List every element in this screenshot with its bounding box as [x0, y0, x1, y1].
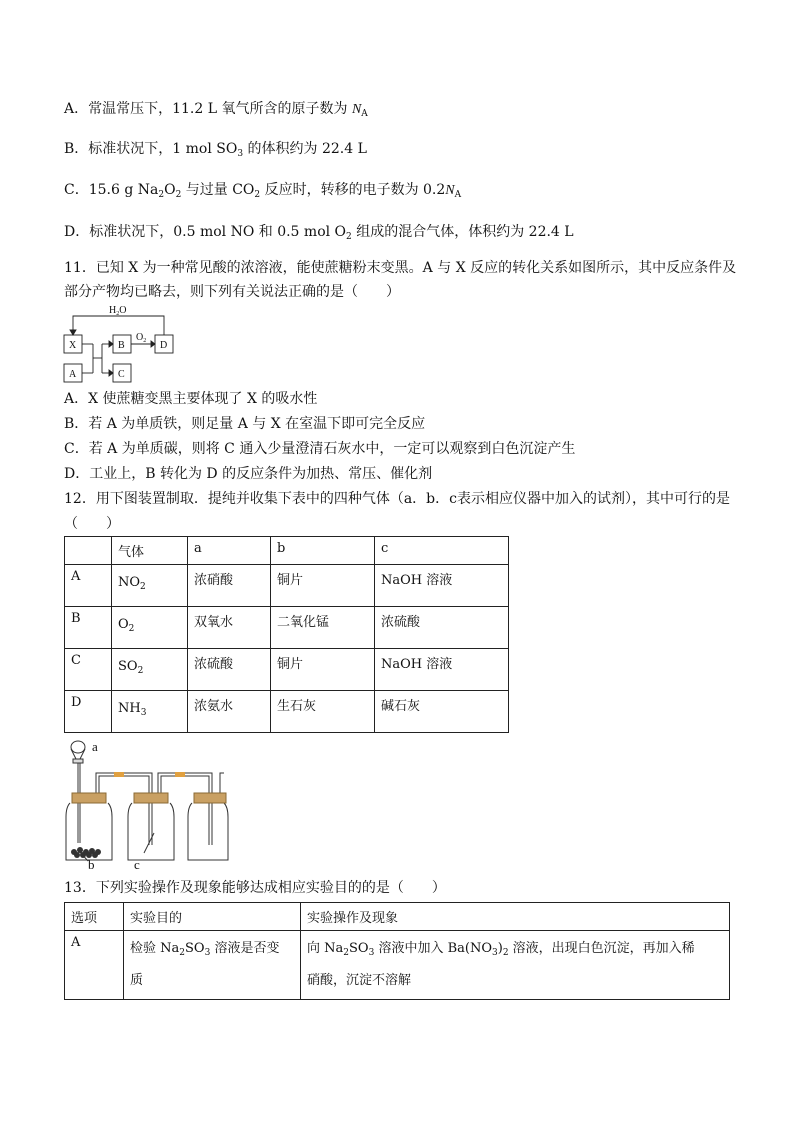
q11-option-b: B．若 A 为单质铁，则足量 A 与 X 在室温下即可完全反应 [64, 416, 426, 432]
table-header-row [65, 537, 509, 565]
row-c: NaOH 溶液 [375, 565, 509, 607]
row-operation: 向 $Na_2SO_3$ 溶液中加入 $Ba(NO_3)_2$ 溶液，出现白色沉淀，再加入稀 硝酸，沉淀不溶解 [301, 931, 730, 1000]
table-header-row [65, 903, 730, 931]
stopper-1 [72, 793, 106, 803]
o2-label: $O_2$ [136, 332, 147, 344]
row-option: D [65, 691, 112, 733]
q12-stem-line2: （ ） [64, 516, 120, 532]
q11-option-a: A．X 使蔗糖变黑主要体现了 X 的吸水性 [64, 391, 318, 407]
table-row [65, 565, 509, 607]
row-purpose: 检验 $Na_2SO_3$ 溶液是否变 质 [124, 931, 301, 1000]
table-row [65, 607, 509, 649]
q10-option-a: A．常温常压下，11.2 L 氧气所含的原子数为 $N_A$ [64, 101, 368, 119]
label-d: D [160, 340, 168, 351]
header-operation: 实验操作及现象 [301, 903, 730, 931]
connector-1 [114, 772, 124, 777]
q13-stem: 13．下列实验操作及现象能够达成相应实验目的的是（ ） [64, 880, 446, 896]
q10-option-b: B．标准状况下，1 mol $SO_3$ 的体积约为 22.4 L [64, 141, 367, 159]
row-option: A [65, 931, 124, 1000]
row-option: B [65, 607, 112, 649]
row-b: 生石灰 [271, 691, 375, 733]
header-a: a [188, 537, 271, 565]
q12-stem-line1: 12．用下图装置制取．提纯并收集下表中的四种气体（a．b．c表示相应仪器中加入的试剂），其中可行的是 [64, 491, 730, 507]
row-b: 铜片 [271, 565, 375, 607]
row-gas: $NH_3$ [112, 691, 188, 733]
h2o-label: $H_2O$ [109, 305, 127, 317]
row-c: 浓硫酸 [375, 607, 509, 649]
header-option: 选项 [65, 903, 124, 931]
header-blank [65, 537, 112, 565]
row-c: 碱石灰 [375, 691, 509, 733]
header-b: b [271, 537, 375, 565]
solid-reagent [71, 847, 101, 858]
row-b: 二氧化锰 [271, 607, 375, 649]
label-a: A [69, 369, 77, 380]
row-option: A [65, 565, 112, 607]
table-row [65, 649, 509, 691]
row-gas: $SO_2$ [112, 649, 188, 691]
connector-2 [175, 772, 185, 777]
q10-option-d: D．标准状况下，0.5 mol NO 和 0.5 mol $O_2$ 组成的混合气体，体积约为 22.4 L [64, 224, 574, 242]
label-b: B [118, 340, 125, 351]
q13-table [64, 902, 730, 1000]
header-purpose: 实验目的 [124, 903, 301, 931]
row-b: 铜片 [271, 649, 375, 691]
row-a: 浓硝酸 [188, 565, 271, 607]
label-a: a [92, 739, 98, 754]
row-a: 浓氨水 [188, 691, 271, 733]
row-gas: $NO_2$ [112, 565, 188, 607]
conversion-diagram [60, 303, 180, 385]
q12-gas-table [64, 536, 509, 733]
label-c: C [118, 369, 125, 380]
q11-stem-line1: 11．已知 X 为一种常见酸的浓溶液，能使蔗糖粉末变黑。A 与 X 反应的转化关系如图所示，其中反应条件及 [64, 260, 737, 276]
header-gas: 气体 [112, 537, 188, 565]
label-c: c [134, 857, 140, 870]
stopper-3 [194, 793, 226, 803]
gas-apparatus-diagram [62, 735, 232, 870]
q11-option-c: C．若 A 为单质碳，则将 C 通入少量澄清石灰水中，一定可以观察到白色沉淀产生 [64, 441, 576, 457]
table-row [65, 931, 730, 1000]
label-b: b [88, 857, 95, 870]
row-a: 双氧水 [188, 607, 271, 649]
table-row [65, 691, 509, 733]
row-gas: $O_2$ [112, 607, 188, 649]
header-c: c [375, 537, 509, 565]
row-c: NaOH 溶液 [375, 649, 509, 691]
q11-option-d: D．工业上，B 转化为 D 的反应条件为加热、常压、催化剂 [64, 466, 433, 482]
label-x: X [69, 340, 77, 351]
q11-stem-line2: 部分产物均已略去，则下列有关说法正确的是（ ） [64, 284, 400, 300]
q10-option-c: C．15.6 g $Na_2O_2$ 与过量 $CO_2$ 反应时，转移的电子数为 $0.2N_A$ [64, 182, 462, 200]
row-a: 浓硫酸 [188, 649, 271, 691]
stopper-2 [134, 793, 168, 803]
row-option: C [65, 649, 112, 691]
